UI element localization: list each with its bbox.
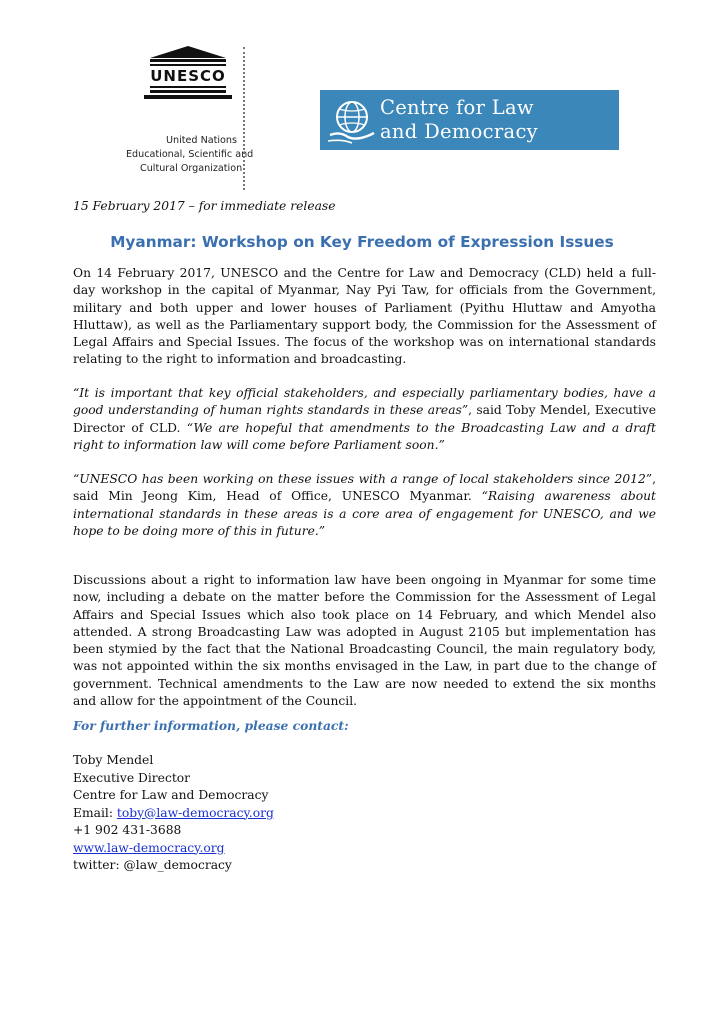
email-link[interactable]: toby@law-democracy.org [116,805,274,820]
attribution-text: , said Min Jeong Kim, Head of Office, UNESCO Myanmar. [73,472,656,504]
paragraph-discussions: Discussions about a right to information law have been ongoing in Myanmar for some time now, including a debate on the matter before the Commission for the Assessment of Legal Affairs and Special Issues which also took place on 14 February, and which Mendel also attended. A strong Broadcasting Law was adopted in August 2105 but implementation has been stymied by the fact that the National Broadcasting Council, the main regulatory body, was not appointed within the six months envisaged in the Law, in part due to the change of government. Technical amendments to the Law are now needed to extend the six months and allow for the appointment of the Council. [73,573,656,709]
quote-text: “UNESCO has been working on these issues with a range of local stakeholders since 2012” [73,472,653,486]
contact-twitter: twitter: @law_democracy [73,858,232,872]
website-row [73,840,274,858]
paragraph-intro: On 14 February 2017, UNESCO and the Centre for Law and Democracy (CLD) held a full-day workshop in the capital of Myanmar, Nay Pyi Taw, for officials from the Government, military and both upper and lower houses of Parliament (Pyithu Hluttaw and Amyotha Hluttaw), as well as the Parliamentary support body, the Commission for the Assessment of Legal Affairs and Special Issues. The focus of the workshop was on international standards relating to the right to information and broadcasting. [73,266,656,367]
globe-hand-icon [326,95,378,147]
release-date-line: 15 February 2017 – for immediate release [73,199,336,213]
cld-logo-banner [320,90,619,150]
unesco-temple-logo [140,44,236,104]
contact-heading: For further information, please contact: [73,718,349,733]
unesco-caption-line: Cultural Organization [140,163,243,174]
cld-name-line2: and Democracy [380,120,538,143]
attribution-text: , said Toby Mendel, Executive Director of CLD. [73,403,656,435]
website-link[interactable]: www.law-democracy.org [73,840,225,855]
press-release-headline: Myanmar: Workshop on Key Freedom of Expression Issues [110,233,614,251]
paragraph-mendel-quote [73,385,656,454]
unesco-caption [126,134,254,176]
contact-block [73,752,274,875]
quote-text: “It is important that key official stakeholders, and especially parliamentary bodies, have a good understanding of human rights standards in these areas” [73,386,656,418]
contact-phone: +1 902 431-3688 [73,823,182,837]
quote-text: “Raising awareness about international standards in these areas is a core area of engagement for UNESCO, and we hope to be doing more of this in future.” [73,489,656,538]
email-label: Email: [73,805,117,820]
unesco-caption-line: Educational, Scientific and [126,149,254,160]
contact-organization: Centre for Law and Democracy [73,788,269,802]
paragraph-kim-quote [73,471,656,540]
contact-role: Executive Director [73,770,191,785]
contact-name: Toby Mendel [73,753,154,767]
contact-email-row [73,805,274,823]
cld-name-line1: Centre for Law [380,96,534,119]
header-divider [243,47,245,190]
unesco-caption-line: United Nations [166,135,238,146]
quote-text: “We are hopeful that amendments to the Broadcasting Law and a draft right to information law will come before Parliament soon.” [73,420,656,452]
unesco-wordmark: UNESCO [150,67,226,85]
